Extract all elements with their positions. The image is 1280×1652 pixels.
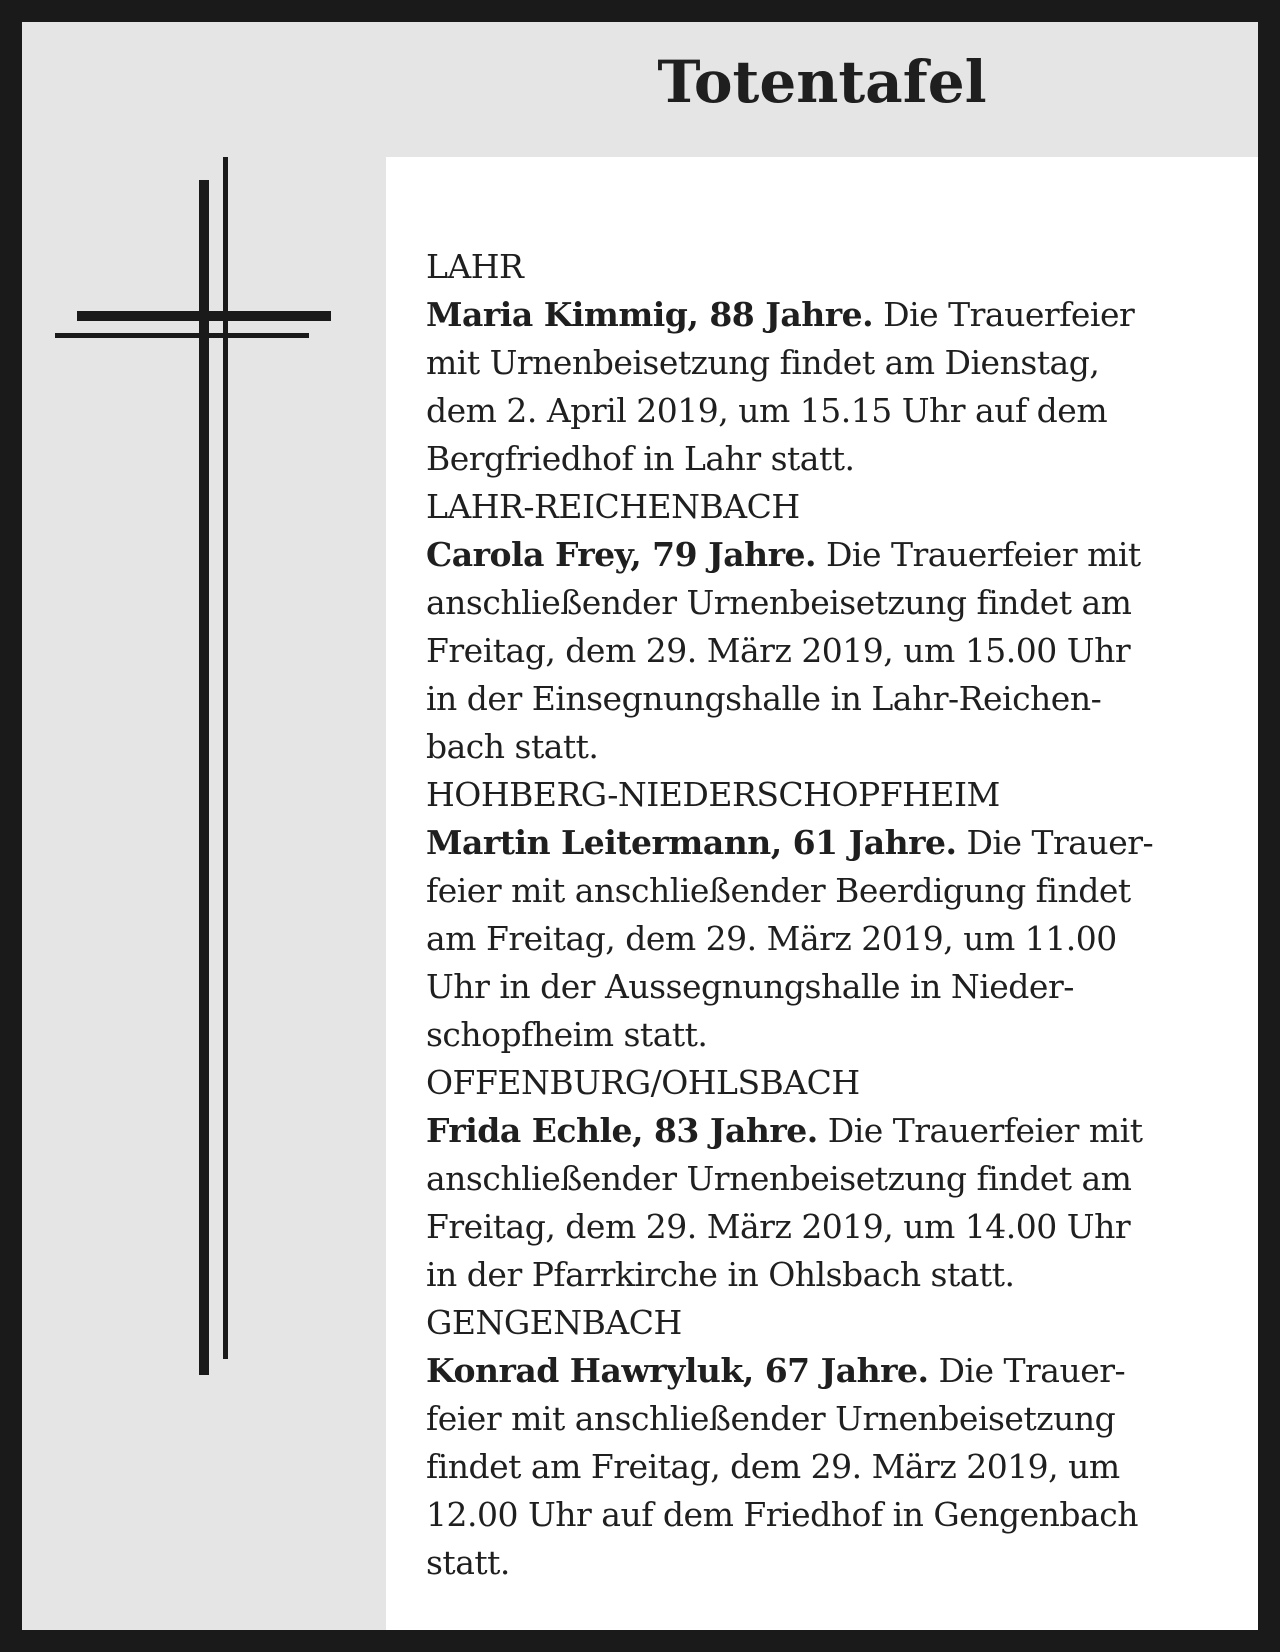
cross-horizontal-thin bbox=[55, 333, 309, 338]
entry-text: Bergfriedhof in Lahr statt. bbox=[426, 439, 855, 478]
cross-horizontal-thick bbox=[77, 311, 331, 321]
entry-place: OFFENBURG/OHLSBACH bbox=[426, 1063, 860, 1102]
obituary-entry bbox=[426, 1299, 1226, 1587]
entry-text: feier mit anschließender Urnenbeisetzung bbox=[426, 1399, 1116, 1438]
entry-text: feier mit anschließender Beerdigung findet bbox=[426, 871, 1131, 910]
entry-text: in der Einsegnungshalle in Lahr-Reichen- bbox=[426, 679, 1102, 718]
entry-place: LAHR-REICHENBACH bbox=[426, 487, 800, 526]
entry-line bbox=[426, 1011, 1226, 1059]
entry-place: HOHBERG-NIEDERSCHOPFHEIM bbox=[426, 775, 1000, 814]
entry-line bbox=[426, 1203, 1226, 1251]
entry-text: Freitag, dem 29. März 2019, um 15.00 Uhr bbox=[426, 631, 1131, 670]
entry-line bbox=[426, 1491, 1226, 1539]
entry-text: Die Trauerfeier bbox=[873, 295, 1135, 334]
entry-place: LAHR bbox=[426, 247, 524, 286]
title-bar bbox=[386, 22, 1258, 157]
obituary-entry bbox=[426, 243, 1226, 483]
entry-text: Die Trauer- bbox=[928, 1351, 1126, 1390]
entry-text: Die Trauerfeier mit bbox=[817, 1111, 1143, 1150]
entry-line bbox=[426, 339, 1226, 387]
cross-icon bbox=[0, 0, 400, 1400]
entry-text: Freitag, dem 29. März 2019, um 14.00 Uhr bbox=[426, 1207, 1131, 1246]
entry-line bbox=[426, 579, 1226, 627]
obituary-entry bbox=[426, 483, 1226, 771]
deceased-name: Carola Frey, 79 Jahre. bbox=[426, 535, 816, 574]
entry-text: Uhr in der Aussegnungshalle in Nieder- bbox=[426, 967, 1074, 1006]
cross-vertical-thick bbox=[199, 180, 209, 1375]
page-title: Totentafel bbox=[657, 48, 987, 116]
entry-line bbox=[426, 291, 1226, 339]
entry-place: GENGENBACH bbox=[426, 1303, 682, 1342]
entry-line bbox=[426, 1443, 1226, 1491]
entry-text: anschließender Urnenbeisetzung findet am bbox=[426, 1159, 1132, 1198]
entry-text: findet am Freitag, dem 29. März 2019, um bbox=[426, 1447, 1120, 1486]
entry-text: Die Trauerfeier mit bbox=[815, 535, 1141, 574]
entry-line bbox=[426, 819, 1226, 867]
entry-line bbox=[426, 435, 1226, 483]
entry-text: bach statt. bbox=[426, 727, 599, 766]
obituary-entry bbox=[426, 771, 1226, 1059]
entry-line bbox=[426, 1539, 1226, 1587]
entry-line bbox=[426, 387, 1226, 435]
entry-text: mit Urnenbeisetzung findet am Dienstag, bbox=[426, 343, 1100, 382]
entry-line bbox=[426, 1395, 1226, 1443]
deceased-name: Frida Echle, 83 Jahre. bbox=[426, 1111, 818, 1150]
entry-text: dem 2. April 2019, um 15.15 Uhr auf dem bbox=[426, 391, 1108, 430]
entry-line bbox=[426, 531, 1226, 579]
entry-text: 12.00 Uhr auf dem Friedhof in Gengenbach bbox=[426, 1495, 1138, 1534]
entry-line bbox=[426, 1251, 1226, 1299]
entry-text: in der Pfarrkirche in Ohlsbach statt. bbox=[426, 1255, 1015, 1294]
entry-line bbox=[426, 1107, 1226, 1155]
entry-line bbox=[426, 1347, 1226, 1395]
entry-line bbox=[426, 1155, 1226, 1203]
entry-line bbox=[426, 723, 1226, 771]
entry-line bbox=[426, 627, 1226, 675]
obituary-list-panel bbox=[386, 157, 1258, 1630]
entry-text: am Freitag, dem 29. März 2019, um 11.00 bbox=[426, 919, 1117, 958]
deceased-name: Maria Kimmig, 88 Jahre. bbox=[426, 295, 874, 334]
entry-line bbox=[426, 963, 1226, 1011]
entry-text: schopfheim statt. bbox=[426, 1015, 708, 1054]
obituary-entry bbox=[426, 1059, 1226, 1299]
obituary-list bbox=[426, 243, 1226, 1587]
entry-text: anschließender Urnenbeisetzung findet am bbox=[426, 583, 1132, 622]
entry-line bbox=[426, 867, 1226, 915]
deceased-name: Martin Leitermann, 61 Jahre. bbox=[426, 823, 957, 862]
deceased-name: Konrad Hawryluk, 67 Jahre. bbox=[426, 1351, 929, 1390]
entry-line bbox=[426, 675, 1226, 723]
entry-line bbox=[426, 915, 1226, 963]
entry-text: statt. bbox=[426, 1543, 510, 1582]
entry-text: Die Trauer- bbox=[956, 823, 1154, 862]
